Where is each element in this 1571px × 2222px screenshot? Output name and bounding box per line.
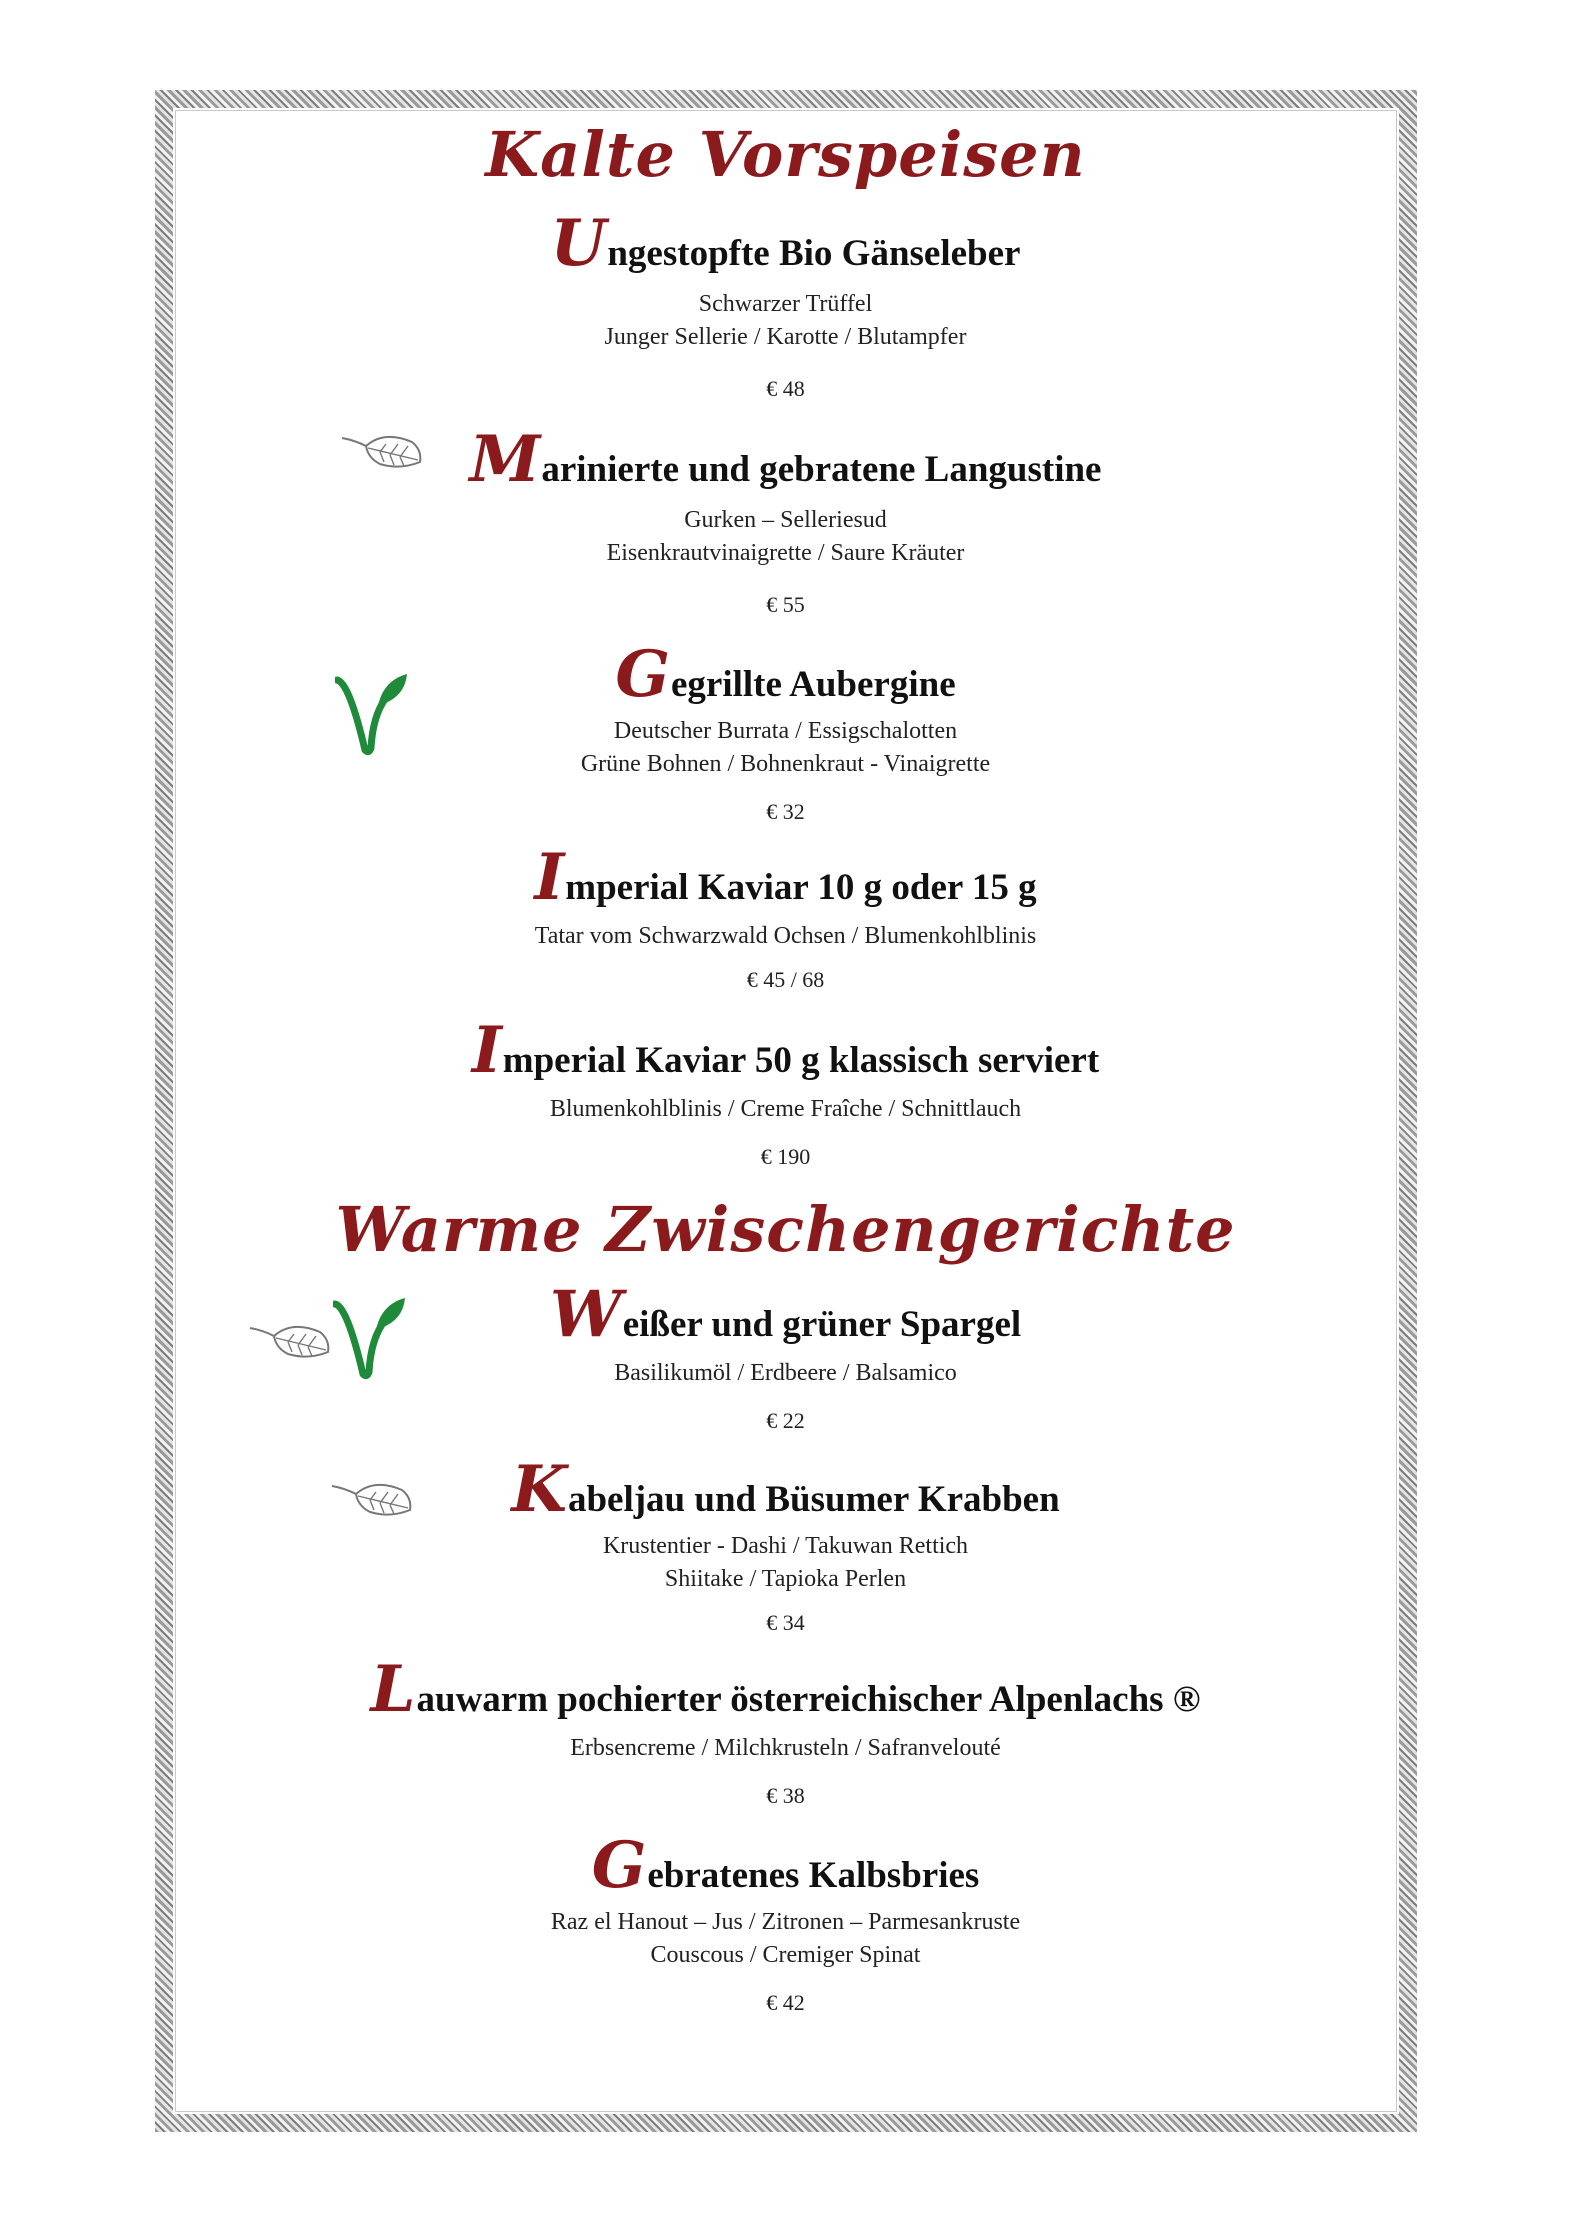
dish-name: Marinierte und gebratene Langustine	[469, 422, 1102, 497]
dish-name: Weißer und grüner Spargel	[549, 1277, 1022, 1352]
dish-price: € 34	[766, 1610, 805, 1635]
dish-spargel	[0, 1277, 1571, 1434]
dish-name: Lauwarm pochierter österreichischer Alpenlachs ®	[370, 1652, 1201, 1727]
leaf-icon	[340, 428, 424, 472]
dish-initial: G	[591, 1828, 647, 1903]
vegan-v-icon	[333, 1296, 407, 1380]
dish-aubergine	[0, 637, 1571, 825]
dish-kaviar-50	[0, 1013, 1571, 1170]
dish-description: Schwarzer Trüffel	[698, 291, 873, 317]
section-title-warme-zwischengerichte: Warme Zwischengerichte	[335, 1193, 1236, 1266]
dish-description: Couscous / Cremiger Spinat	[650, 1942, 921, 1968]
dish-description: Junger Sellerie / Karotte / Blutampfer	[604, 324, 967, 350]
dish-kabeljau	[0, 1452, 1571, 1636]
dish-description: Basilikumöl / Erdbeere / Balsamico	[614, 1360, 957, 1386]
dish-description: Tatar vom Schwarzwald Ochsen / Blumenkohlblinis	[534, 923, 1037, 949]
dish-price: € 48	[766, 376, 805, 401]
dish-initial: W	[549, 1277, 622, 1352]
dish-price: € 22	[766, 1408, 805, 1433]
dish-price: € 55	[766, 592, 805, 617]
dish-gaenseleber	[0, 206, 1571, 402]
dish-initial: L	[370, 1652, 416, 1727]
dish-description: Grüne Bohnen / Bohnenkraut - Vinaigrette	[580, 751, 991, 777]
dish-initial: G	[615, 637, 670, 712]
dish-name: Gegrillte Aubergine	[615, 637, 956, 712]
dish-description: Erbsencreme / Milchkrusteln / Safranvelouté	[570, 1735, 1001, 1761]
dish-initial: U	[550, 206, 607, 281]
dish-description: Shiitake / Tapioka Perlen	[664, 1566, 907, 1592]
vegan-v-icon	[335, 672, 409, 756]
dish-initial: K	[511, 1452, 567, 1527]
dish-name: Gebratenes Kalbsbries	[591, 1828, 980, 1903]
dish-kalbsbries	[0, 1828, 1571, 2016]
dish-name: Ungestopfte Bio Gänseleber	[550, 206, 1021, 281]
dish-description: Deutscher Burrata / Essigschalotten	[613, 718, 958, 744]
dish-kaviar-10-15	[0, 840, 1571, 993]
dish-description: Eisenkrautvinaigrette / Saure Kräuter	[606, 540, 965, 566]
dish-description: Gurken – Selleriesud	[684, 507, 887, 533]
dish-initial: I	[534, 840, 565, 915]
dish-description: Raz el Hanout – Jus / Zitronen – Parmesankruste	[550, 1909, 1021, 1935]
dish-name: Imperial Kaviar 50 g klassisch serviert	[471, 1013, 1100, 1088]
dish-price: € 190	[760, 1144, 811, 1169]
dish-price: € 32	[766, 799, 805, 824]
dish-price: € 38	[766, 1783, 805, 1808]
dish-price: € 45 / 68	[746, 967, 825, 992]
dish-name: Kabeljau und Büsumer Krabben	[511, 1452, 1060, 1527]
dish-name: Imperial Kaviar 10 g oder 15 g	[534, 840, 1037, 915]
dish-alpenlachs	[0, 1652, 1571, 1809]
dish-initial: M	[469, 422, 541, 497]
dish-initial: I	[471, 1013, 502, 1088]
section-title-kalte-vorspeisen: Kalte Vorspeisen	[485, 118, 1086, 191]
leaf-icon	[248, 1318, 332, 1362]
dish-langustine	[0, 422, 1571, 618]
dish-description: Blumenkohlblinis / Creme Fraîche / Schnittlauch	[549, 1096, 1022, 1122]
dish-price: € 42	[766, 1990, 805, 2015]
leaf-icon	[330, 1476, 414, 1520]
dish-description: Krustentier - Dashi / Takuwan Rettich	[602, 1533, 969, 1559]
